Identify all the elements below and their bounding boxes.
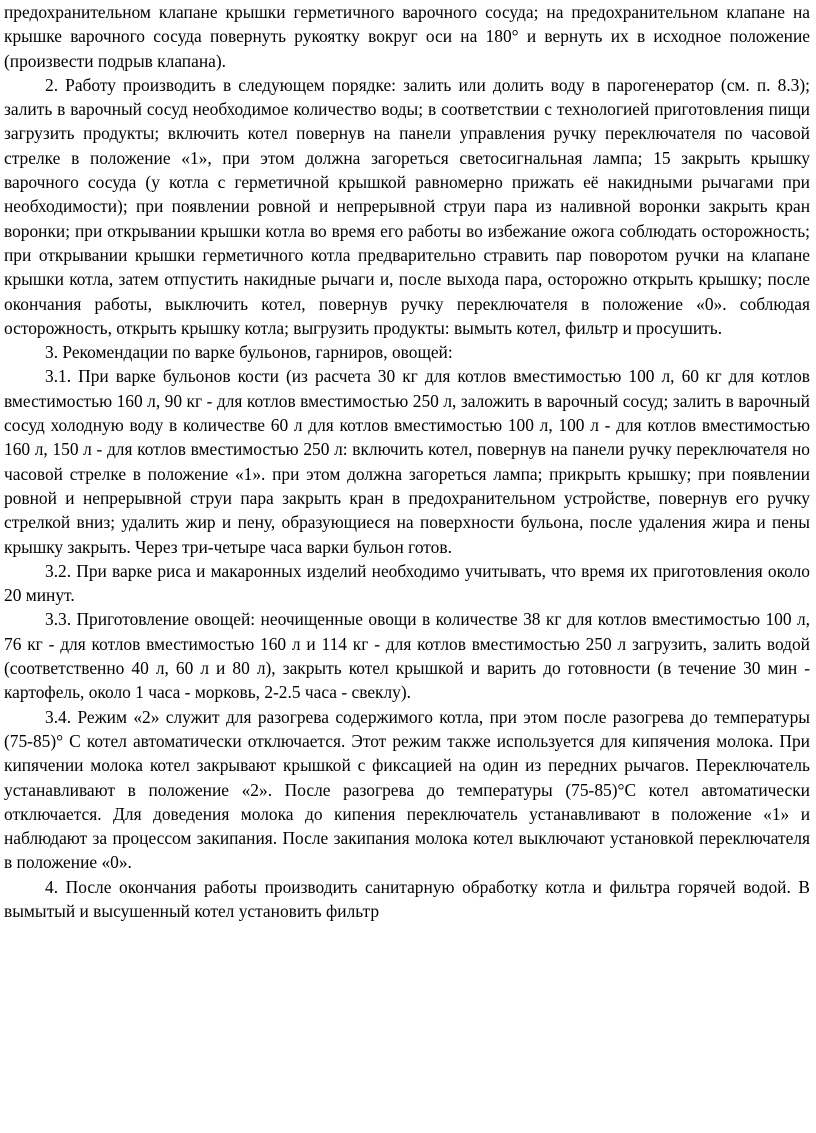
paragraph-3-2-rice-pasta: 3.2. При варке риса и макаронных изделий необходимо учитывать, что время их приготовления около 20 минут. (4, 560, 810, 606)
paragraph-4-sanitation: 4. После окончания работы производить санитарную обработку котла и фильтра горячей водой. В вымытый и высушенный котел установить фильтр (4, 876, 810, 921)
paragraph-2-work-procedure: 2. Работу производить в следующем порядке: залить или долить воду в парогенератор (см. п. 8.3); залить в варочный сосуд необходимое количество воды; в соответствии с технологией приготовления пищи загрузить продукты; включить котел повернув на панели управления ручку переключателя по часовой стрелке в положение «1», при этом должна загореться светосигнальная лампа; 15 закрыть крышку варочного сосуда (у котла с герметичной крышкой равномерно прижать её накидными рычагами при необходимости); при появлении ровной и непрерывной струи пара из наливной воронки закрыть кран воронки; при открывании крышки котла во время его работы во избежание ожога соблюдать осторожность; при открывании крышки герметичного котла предварительно стравить пар поворотом ручки на клапане крышки котла, затем отпустить накидные рычаги и, после выхода пара, осторожно открыть крышку; после окончания работы, выключить котел, повернув ручку переключателя в положение «0». соблюдая осторожность, открыть крышку котла; выгрузить продукты: вымыть котел, фильтр и просушить. (4, 74, 810, 338)
paragraph-continuation: предохранительном клапане крышки герметичного варочного сосуда; на предохранительном клапане на крышке варочного сосуда повернуть рукоятку вокруг оси на 180° и вернуть их в исходное положение (произвести подрыв клапана). (4, 2, 810, 71)
paragraph-3-recommendations-heading: 3. Рекомендации по варке бульонов, гарниров, овощей: (45, 342, 453, 363)
paragraph-3-3-vegetables: 3.3. Приготовление овощей: неочищенные овощи в количестве 38 кг для котлов вместимостью 100 л, 76 кг - для котлов вместимостью 160 л и 114 кг - для котлов вместимостью 250 л загрузить, залить водой (соответственно 40 л, 60 л и 80 л), закрыть котел крышкой и варить до готовности (в течение 30 мин - картофель, около 1 часа - морковь, 2-2.5 часа - свеклу). (4, 609, 810, 703)
paragraph-3-1-bone-broth: 3.1. При варке бульонов кости (из расчета 30 кг для котлов вместимостью 100 л, 60 кг для котлов вместимостью 160 л, 90 кг - для котлов вместимостью 250 л, заложить в варочный сосуд; залить в варочный сосуд холодную воду в количестве 60 л для котлов вместимостью 100 л, 100 л - для котлов вместимостью 160 л, 150 л - для котлов вместимостью 250 л: включить котел, повернув на панели ручку переключателя но часовой стрелке в положение «1». при этом должна загореться лампа; прикрыть крышку; при появлении ровной и непрерывной струи пара закрыть кран в предохранительном устройстве, повернув его ручку стрелкой вниз; удалить жир и пену, образующиеся на поверхности бульона, после удаления жира и пены крышку закрыть. Через три-четыре часа варки бульон готов. (4, 366, 810, 557)
paragraph-3-4-mode-2: 3.4. Режим «2» служит для разогрева содержимого котла, при этом после разогрева до температуры (75-85)° С котел автоматически отключается. Этот режим также используется для кипячения молока. При кипячении молока котел закрывают крышкой с фиксацией на один из передних рычагов. Переключатель устанавливают в положение «2». После разогрева до температуры (75-85)°С котел автоматически отключается. Для доведения молока до кипения переключатель устанавливают в положение «1» и наблюдают за процессом закипания. После закипания молока котел выключают установкой переключателя в положение «0». (4, 706, 810, 873)
